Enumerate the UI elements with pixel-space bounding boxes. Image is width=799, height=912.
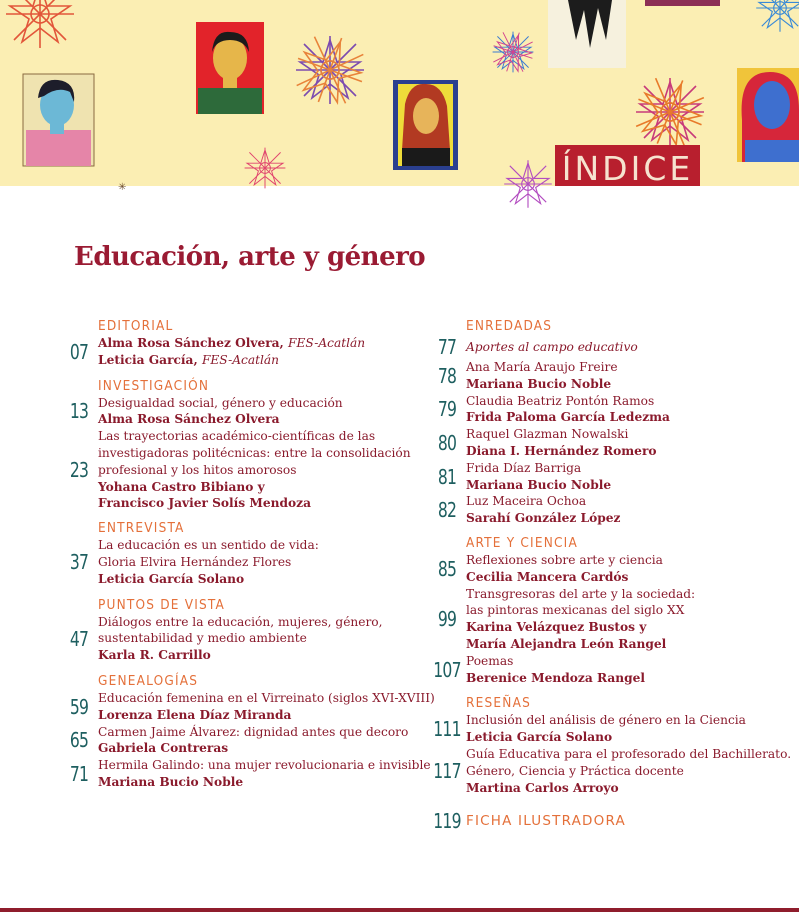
page-number: 79 [437, 397, 457, 422]
article-title [466, 426, 657, 443]
line-text: Mariana Bucio Noble [466, 477, 612, 492]
line-text: Hermila Galindo: una mujer revolucionaria e invisible [98, 758, 431, 773]
page-number: 81 [437, 464, 457, 489]
article-title [98, 445, 411, 462]
toc-entry[interactable] [60, 757, 431, 791]
author-name: Alma Rosa Sánchez Olvera, FES-Acatlán [98, 336, 366, 350]
toc-section [60, 318, 390, 369]
section-heading: ENREDADAS [466, 318, 553, 334]
section-heading: GENEALOGÍAS [98, 672, 199, 689]
star-ornament [756, 0, 799, 32]
line-text: Frida Díaz Barriga [466, 460, 582, 475]
author-name [466, 780, 791, 797]
line-text: Género, Ciencia y Práctica docente [466, 763, 684, 778]
entry-text [466, 653, 645, 687]
article-title [466, 712, 746, 729]
index-label: ÍNDICE [555, 145, 700, 186]
page-number: 47 [69, 626, 89, 651]
portrait-painting [548, 0, 626, 68]
toc-entry[interactable] [60, 614, 390, 664]
entry-text [466, 493, 620, 527]
article-title [466, 746, 791, 763]
line-text: Cecilia Mancera Cardós [466, 569, 629, 584]
author-name [466, 636, 695, 653]
toc-column-right [428, 318, 792, 834]
article-title [466, 393, 670, 410]
author-name [466, 729, 746, 746]
author-name [466, 477, 611, 494]
line-text: Aportes al campo educativo [466, 339, 638, 354]
section-heading: PUNTOS DE VISTA [98, 596, 225, 613]
line-text: Claudia Beatriz Pontón Ramos [466, 393, 655, 408]
page-number: 71 [69, 761, 89, 786]
toc-section [428, 318, 788, 527]
section-heading: EDITORIAL [98, 318, 174, 334]
page-number: 59 [69, 694, 89, 719]
affiliation: FES-Acatlán [288, 336, 366, 350]
toc-section [428, 695, 792, 796]
toc-entry[interactable] [428, 653, 788, 687]
page-number: 117 [433, 759, 461, 784]
toc-entry[interactable] [428, 393, 788, 427]
article-title [98, 395, 343, 412]
author-name [98, 411, 343, 428]
page-title: Educación, arte y género [74, 242, 426, 272]
toc-entry[interactable] [428, 460, 788, 494]
page-number: 111 [433, 717, 461, 742]
toc-entry[interactable] [428, 426, 788, 460]
toc-entry[interactable] [428, 586, 788, 653]
toc-entry[interactable] [60, 428, 411, 512]
article-title [98, 428, 411, 445]
line-text: Alma Rosa Sánchez Olvera [98, 336, 280, 350]
toc-section [428, 535, 788, 686]
toc-entry[interactable] [428, 335, 788, 359]
line-text: Leticia García Solano [466, 730, 613, 745]
toc-entry[interactable] [60, 724, 409, 758]
line-text: Alma Rosa Sánchez Olvera [98, 412, 280, 427]
author-name [466, 569, 663, 586]
page-number: 107 [433, 657, 461, 682]
line-text: Frida Paloma García Ledezma [466, 410, 670, 425]
affiliation: FES-Acatlán [201, 352, 280, 367]
article-title [98, 554, 319, 571]
line-text: sustentabilidad y medio ambiente [98, 631, 307, 646]
toc-entry[interactable] [60, 690, 435, 724]
entry-text [98, 614, 383, 664]
entry-text [98, 395, 343, 429]
toc-entry[interactable] [60, 395, 390, 429]
author-name [98, 479, 411, 496]
toc-section [60, 520, 390, 587]
article-title [466, 359, 618, 376]
entry-text [466, 426, 657, 460]
toc-entry[interactable] [428, 552, 788, 586]
author-name [98, 707, 435, 724]
toc-entry[interactable] [428, 712, 788, 746]
line-text: Francisco Javier Solís Mendoza [98, 496, 311, 511]
line-text: Carmen Jaime Álvarez: dignidad antes que decoro [98, 724, 409, 739]
article-title [466, 460, 611, 477]
page-number: 85 [437, 556, 457, 581]
page-number: 80 [437, 430, 457, 455]
author-name [98, 495, 411, 512]
section-heading: FICHA ILUSTRADORA [466, 813, 626, 830]
toc-section [60, 672, 435, 791]
line-text: investigadoras politécnicas: entre la consolidación [98, 445, 411, 460]
author-name [98, 740, 408, 757]
section-heading: ENTREVISTA [98, 520, 185, 537]
toc-column-left [60, 318, 435, 791]
page-number: 77 [437, 335, 457, 359]
line-text: Karina Velázquez Bustos y [466, 620, 647, 635]
page-number: 65 [69, 728, 89, 753]
line-text: las pintoras mexicanas del siglo XX [466, 603, 685, 618]
star-ornament [6, 0, 74, 48]
line-text: Ana María Araujo Freire [466, 360, 618, 374]
line-text: Leticia García [98, 352, 194, 367]
author-name [98, 774, 431, 791]
line-text: Berenice Mendoza Rangel [466, 670, 646, 685]
article-title [466, 763, 791, 780]
entry-text [98, 724, 408, 758]
article-title [98, 757, 431, 774]
line-text: Gloria Elvira Hernández Flores [98, 554, 292, 569]
entry-text [466, 359, 618, 393]
author-name [466, 376, 618, 393]
entry-text [98, 428, 411, 512]
line-text: Gabriela Contreras [98, 741, 229, 756]
entry-text [466, 552, 663, 586]
page-number: 119 [433, 809, 461, 834]
illustration-banner [0, 0, 799, 193]
toc-entry[interactable] [428, 359, 788, 393]
star-ornament [245, 148, 286, 189]
page-number: 82 [437, 498, 457, 523]
author-name [466, 670, 645, 687]
author-name: Leticia García, FES-Acatlán [98, 352, 280, 367]
line-text: Martina Carlos Arroyo [466, 780, 619, 795]
line-text: Mariana Bucio Noble [98, 774, 244, 789]
portrait-painting [23, 74, 94, 166]
portrait-painting [737, 68, 799, 162]
entry-text [466, 712, 746, 746]
author-name [466, 619, 695, 636]
article-title [466, 653, 645, 670]
entry-text [466, 746, 791, 796]
line-text: Reflexiones sobre arte y ciencia [466, 552, 663, 567]
article-title [98, 614, 383, 631]
line-text: Leticia García Solano [98, 571, 245, 586]
line-text: Las trayectorias académico-científicas de las [98, 429, 376, 444]
article-title [98, 537, 319, 554]
article-title [98, 724, 408, 741]
painting-edge [645, 0, 720, 6]
star-ornament [504, 160, 552, 208]
author-name [466, 409, 670, 426]
toc-entry[interactable] [60, 335, 390, 369]
toc-entry[interactable] [428, 746, 792, 796]
author-name [98, 647, 383, 664]
line-text: profesional y los hitos amorosos [98, 462, 297, 477]
entry-text [98, 690, 435, 724]
line-text: Karla R. Carrillo [98, 648, 211, 663]
line-text: Mariana Bucio Noble [466, 376, 612, 391]
portrait-painting [196, 22, 264, 114]
line-text: La educación es un sentido de vida: [98, 538, 319, 553]
article-title [466, 552, 663, 569]
page-number: 99 [437, 607, 457, 632]
section-heading: RESEÑAS [466, 695, 531, 712]
line-text: Transgresoras del arte y la sociedad: [466, 586, 696, 601]
entry-text [98, 537, 319, 587]
line-text: Diálogos entre la educación, mujeres, género, [98, 614, 383, 629]
line-text: Sarahí González López [466, 511, 621, 526]
entry-text [466, 460, 611, 494]
line-text: Educación femenina en el Virreinato (siglos XVI-XVIII) [98, 690, 435, 705]
toc-entry[interactable] [428, 493, 788, 527]
line-text: María Alejandra León Rangel [466, 636, 667, 651]
toc-section [60, 597, 390, 664]
entry-text [466, 586, 695, 653]
line-text: Inclusión del análisis de género en la Ciencia [466, 713, 746, 728]
article-title [466, 339, 638, 356]
line-text: Diana I. Hernández Romero [466, 443, 657, 458]
portrait-painting [393, 80, 458, 170]
line-text: Yohana Castro Bibiano y [98, 479, 265, 494]
entry-text [466, 339, 638, 356]
section-heading: ARTE Y CIENCIA [466, 534, 578, 551]
entry-text [98, 757, 431, 791]
author-name [466, 443, 657, 460]
line-text: Luz Maceira Ochoa [466, 494, 587, 509]
entry-text [98, 335, 365, 369]
line-text: Lorenza Elena Díaz Miranda [98, 707, 292, 722]
line-text: Guía Educativa para el profesorado del Bachillerato. [466, 746, 792, 761]
article-title [98, 462, 411, 479]
page-number: 78 [437, 363, 457, 388]
svg-text:✳: ✳ [118, 182, 127, 193]
page-number: 13 [69, 399, 89, 424]
page-number: 23 [69, 458, 89, 483]
page-number: 07 [69, 339, 89, 364]
section-heading: INVESTIGACIÓN [98, 377, 210, 394]
article-title [98, 630, 383, 647]
line-text: Raquel Glazman Nowalski [466, 427, 629, 442]
toc-section [60, 377, 411, 513]
toc-entry[interactable] [60, 537, 390, 587]
author-name [98, 571, 319, 588]
article-title [466, 493, 620, 510]
entry-text [466, 393, 670, 427]
toc-entry[interactable] [428, 809, 788, 833]
article-title [466, 586, 695, 603]
article-title [466, 602, 695, 619]
page-number: 37 [69, 550, 89, 575]
line-text: Poemas [466, 653, 514, 668]
line-text: Desigualdad social, género y educación [98, 395, 343, 410]
article-title [98, 690, 435, 707]
bottom-rule [0, 908, 799, 912]
author-name [466, 510, 620, 527]
